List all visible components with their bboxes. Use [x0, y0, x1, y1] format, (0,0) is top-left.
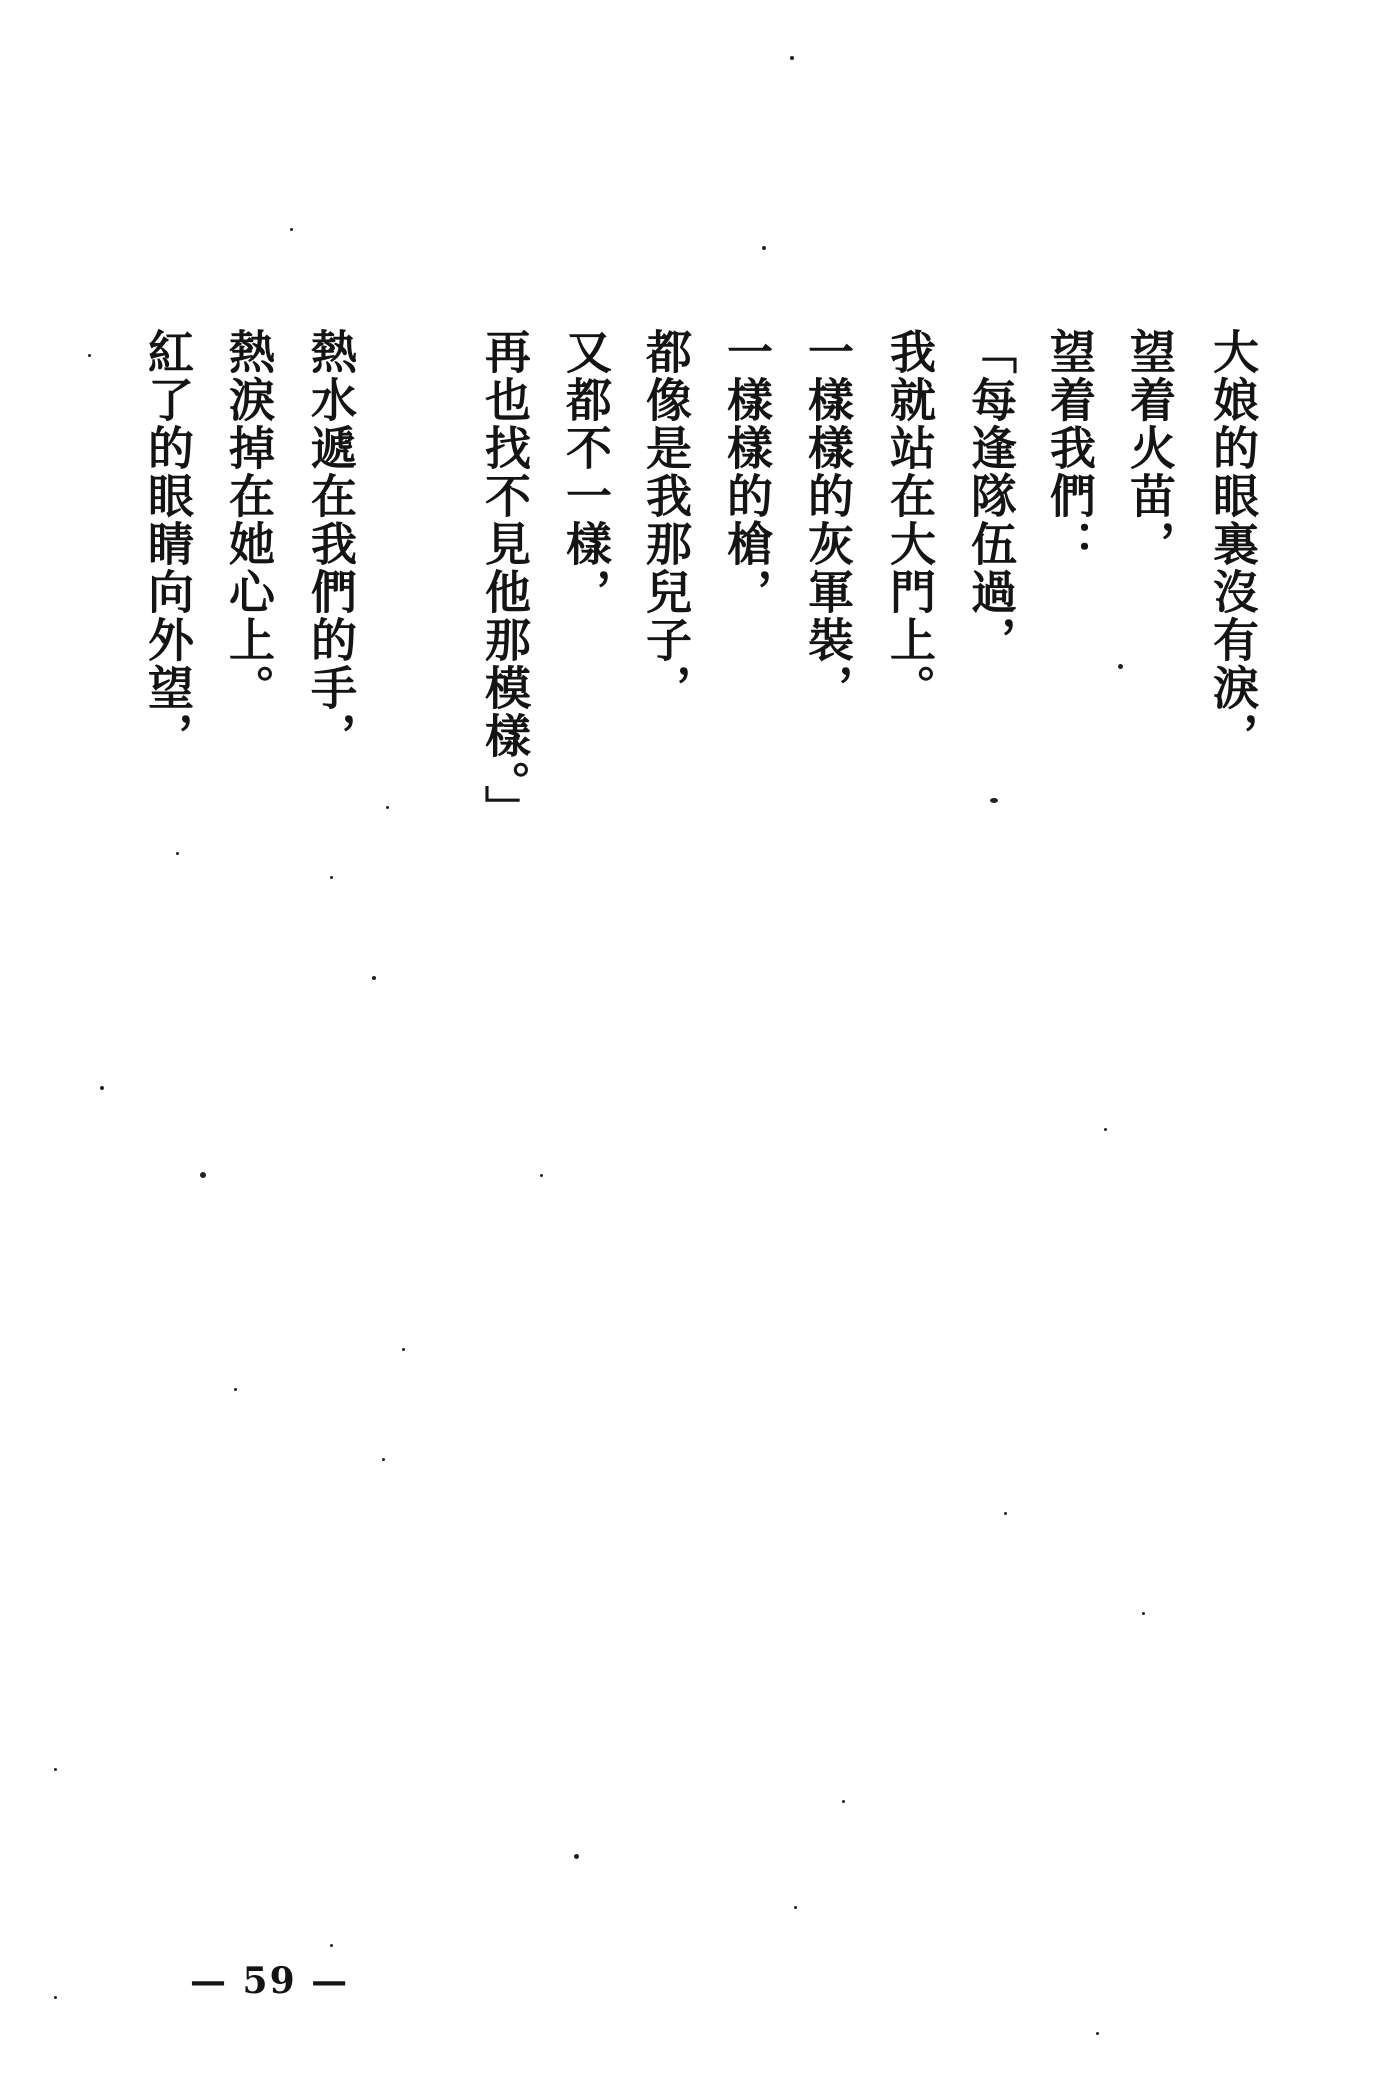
poem-line-8: 都像是我那兒子， — [639, 328, 693, 712]
poem-line-11: 熱水遞在我們的手， — [304, 328, 358, 760]
poem-line-12: 熱淚掉在她心上。 — [222, 328, 276, 712]
scan-speck — [1096, 2032, 1099, 2035]
scan-speck — [54, 1768, 57, 1771]
scan-speck — [176, 852, 179, 855]
poem-line-10: 再也找不見他那模樣。」 — [478, 328, 532, 833]
scan-speck — [330, 876, 333, 879]
scan-speck — [574, 1854, 579, 1859]
scan-speck — [54, 1996, 57, 1999]
scan-speck — [990, 798, 998, 803]
page-number: — 59 — — [190, 1960, 350, 2002]
poem-line-5: 我就站在大門上。 — [883, 328, 937, 712]
poem-line-9: 又都不一樣， — [559, 328, 613, 616]
scan-speck — [842, 1800, 845, 1803]
scan-speck — [200, 1172, 206, 1178]
scan-speck — [1142, 1612, 1145, 1615]
scan-speck — [88, 354, 91, 357]
poem-line-13: 紅了的眼睛向外望， — [141, 328, 195, 760]
scan-speck — [1004, 1512, 1007, 1515]
scan-speck — [402, 1348, 405, 1351]
poem-line-7: 一樣樣的槍， — [720, 328, 774, 616]
scan-speck — [762, 246, 766, 250]
scan-speck — [372, 976, 376, 980]
scan-speck — [234, 1388, 237, 1391]
poem-line-6: 一樣樣的灰軍裝， — [801, 328, 855, 712]
scan-speck — [330, 1944, 333, 1947]
scan-speck — [100, 1086, 104, 1090]
scan-speck — [290, 228, 293, 231]
scan-speck — [790, 56, 794, 60]
poem-line-2: 望着火苗， — [1123, 328, 1177, 568]
scan-speck — [386, 806, 389, 809]
scan-speck — [382, 1458, 385, 1461]
scan-speck — [794, 1906, 797, 1909]
poem-line-1: 大娘的眼裏沒有淚， — [1206, 328, 1260, 760]
scan-speck — [1118, 664, 1123, 669]
scan-speck — [540, 1174, 543, 1177]
scan-speck — [1104, 1128, 1107, 1131]
poem-line-4: 「每逢隊伍過， — [964, 328, 1018, 664]
poem-line-3: 望着我們： — [1043, 328, 1097, 568]
